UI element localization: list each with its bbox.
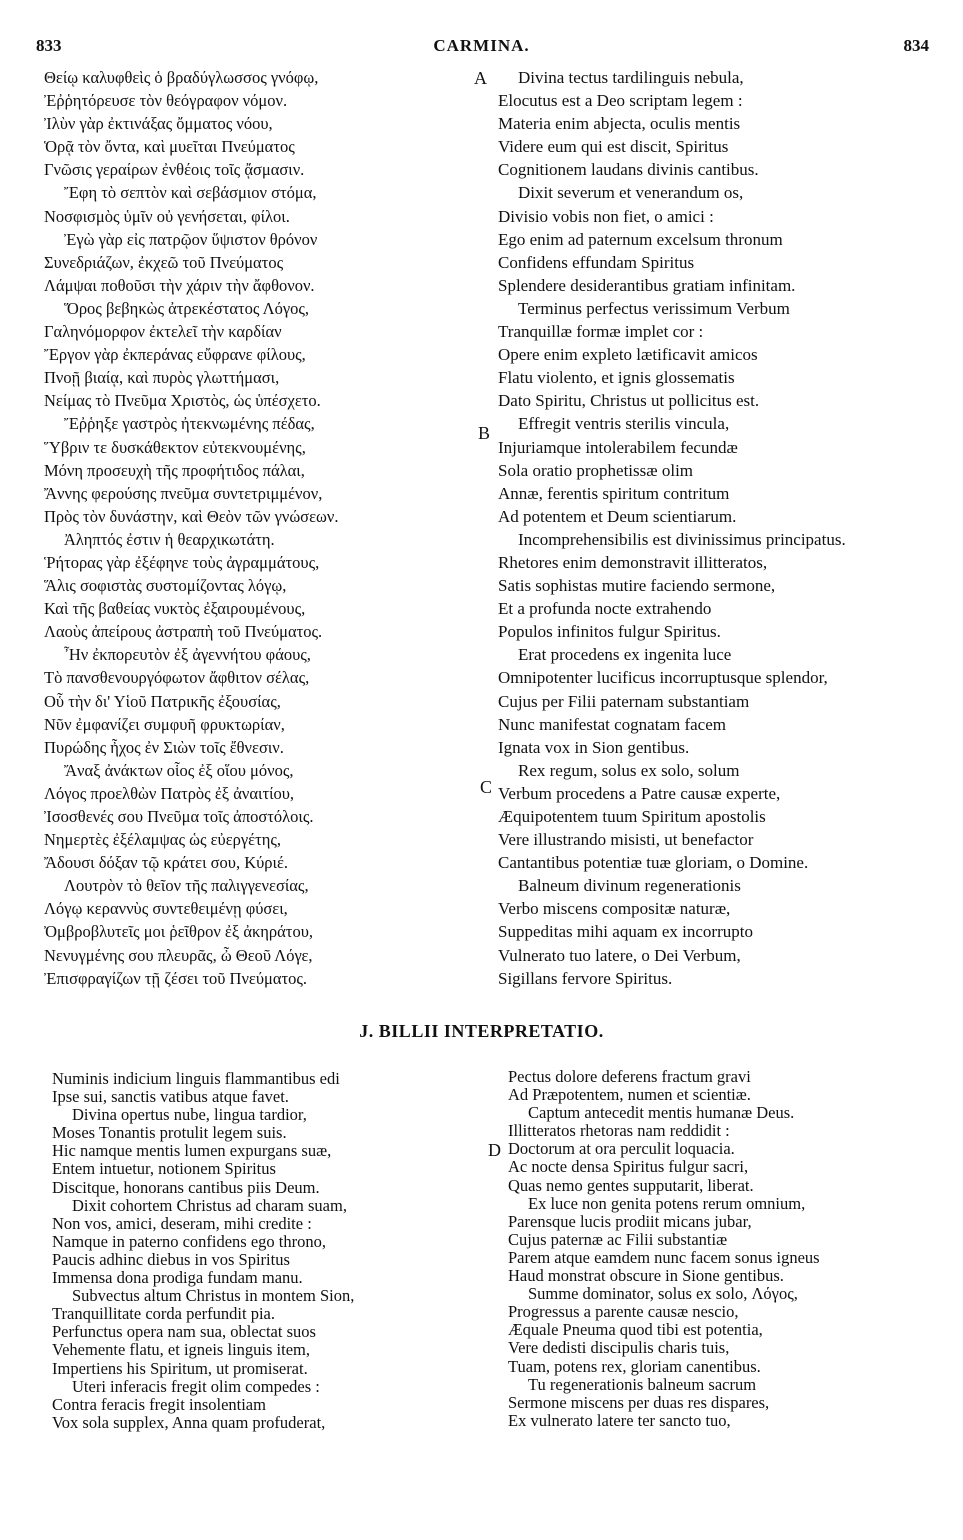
verse-line: Ἐγὼ γὰρ εἰς πατρῷον ὕψιστον θρόνον (64, 229, 318, 249)
verse-line: Ad Præpotentem, numen et scientiæ. (508, 1085, 751, 1105)
verse-line: Ἅλις σοφιστὰς συστομίζοντας λόγῳ, (44, 576, 287, 596)
margin-marker-c: C (480, 777, 493, 797)
verse-line: Λόγῳ κεραννὺς συντεθειμένῃ φύσει, (44, 899, 288, 919)
verse-line: Ἔργον γὰρ ἐκπεράνας εὔφρανε φίλους, (44, 345, 306, 365)
section-title: J. BILLII INTERPRETATIO. (359, 1021, 604, 1041)
verse-line: Tranquillæ formæ implet cor : (498, 322, 704, 342)
latin-translation-column (498, 66, 938, 990)
verse-line: Ἀληπτός ἐστιν ἡ θεαρχικωτάτη. (64, 529, 275, 549)
margin-marker-d: D (488, 1140, 501, 1160)
verse-line: Ἄδουσι δόξαν τῷ κράτει σου, Κύριέ. (44, 853, 289, 873)
verse-line: Illitteratos rhetoras nam reddidit : (508, 1121, 730, 1141)
verse-line: Γνῶσις γεραίρων ἐνθέοις τοῖς ᾄσμασιν. (44, 160, 305, 180)
margin-marker-b: B (478, 423, 491, 443)
verse-line: Erat procedens ex ingenita luce (518, 645, 732, 665)
verse-line: Sermone miscens per duas res dispares, (508, 1392, 770, 1412)
verse-line: Sola oratio prophetissæ olim (498, 460, 694, 480)
verse-line: Confidens effundam Spiritus (498, 252, 695, 272)
verse-line: Tranquillitate corda perfundit pia. (52, 1304, 275, 1324)
verse-line: Ὅρος βεβηκὼς ἀτρεκέστατος Λόγος, (64, 298, 310, 318)
verse-line: Divina opertus nube, lingua tardior, (72, 1105, 307, 1125)
verse-line: Λάμψαι ποθοῦσι τὴν χάριν τὴν ἄφθονον. (44, 275, 315, 295)
verse-line: Parensque lucis prodiit micans jubar, (508, 1211, 752, 1231)
margin-marker-a: A (474, 68, 487, 88)
verse-line: Elocutus est a Deo scriptam legem : (498, 91, 743, 111)
verse-line: Νενυγμένης σου πλευρᾶς, ὦ Θεοῦ Λόγε, (44, 945, 313, 965)
verse-line: Ἔφη τὸ σεπτὸν καὶ σεβάσμιον στόμα, (64, 183, 317, 203)
verse-line: Divina tectus tardilinguis nebula, (518, 68, 744, 87)
verse-line: Μόνη προσευχὴ τῆς προφήτιδος πάλαι, (44, 460, 305, 480)
billius-left-column (52, 1070, 472, 1432)
verse-line: Ῥήτορας γὰρ ἐξέφηνε τοὺς ἀγραμμάτους, (44, 552, 320, 572)
verse-line: Paucis adhinc diebus in vos Spiritus (52, 1249, 290, 1269)
greek-text-column (44, 66, 464, 990)
verse-line: Incomprehensibilis est divinissimus principatus. (518, 529, 846, 549)
verse-line: Quas nemo gentes supputarit, liberat. (508, 1175, 754, 1195)
verse-line: Opere enim expleto lætificavit amicos (498, 345, 758, 365)
verse-line: Cujus per Filii paternam substantiam (498, 691, 750, 711)
verse-line: Ἄναξ ἀνάκτων οἷος ἐξ οἵου μόνος, (64, 760, 294, 780)
verse-line: Parem atque eamdem nunc facem sonus igneus (508, 1247, 820, 1267)
verse-line: Ἐπισφραγίζων τῇ ζέσει τοῦ Πνεύματος. (44, 968, 308, 988)
verse-line: Numinis indicium linguis flammantibus edi (52, 1069, 340, 1088)
verse-line: Ὁρᾷ τὸν ὄντα, καὶ μυεῖται Πνεύματος (44, 137, 295, 157)
verse-line: Θείῳ καλυφθεὶς ὁ βραδύγλωσσος γνόφῳ, (44, 68, 319, 87)
verse-line: Captum antecedit mentis humanæ Deus. (528, 1103, 795, 1123)
verse-line: Ἔῤῥηξε γαστρὸς ἠτεκνωμένης πέδας, (64, 414, 315, 434)
verse-line: Dixit severum et venerandum os, (518, 183, 744, 203)
verse-line: Πνοῇ βιαίᾳ, καὶ πυρὸς γλωττήμασι, (44, 368, 280, 388)
verse-line: Vere dedisti discipulis charis tuis, (508, 1338, 730, 1358)
verse-line: Omnipotenter lucificus incorruptusque splendor, (498, 668, 828, 688)
verse-line: Divisio vobis non fiet, o amici : (498, 206, 714, 226)
verse-line: Γαληνόμορφον ἐκτελεῖ τὴν καρδίαν (44, 322, 282, 342)
verse-line: Τὸ πανσθενουργόφωτον ἄφθιτον σέλας, (44, 668, 310, 688)
verse-line: Ὕβριν τε δυσκάθεκτον εὐτεκνουμένης, (44, 437, 306, 457)
verse-line: Nunc manifestat cognatam facem (498, 714, 726, 734)
verse-line: Νοσφισμὸς ὑμῖν οὐ γενήσεται, φίλοι. (44, 206, 290, 226)
verse-line: Contra feracis fregit insolentiam (52, 1394, 266, 1414)
verse-line: Effregit ventris sterilis vincula, (518, 414, 730, 434)
verse-line: Vere illustrando misisti, ut benefactor (498, 830, 754, 850)
verse-line: Tu regenerationis balneum sacrum (528, 1374, 757, 1394)
verse-line: Suppeditas mihi aquam ex incorrupto (498, 922, 753, 942)
verse-line: Impertiens his Spiritum, ut promiserat. (52, 1358, 308, 1378)
verse-line: Annæ, ferentis spiritum contritum (498, 483, 730, 503)
verse-line: Doctorum at ora perculit loquacia. (508, 1139, 735, 1159)
verse-line: Ἦν ἐκπορευτὸν ἐξ ἀγεννήτου φάους, (64, 645, 311, 665)
verse-line: Πρὸς τὸν δυνάστην, καὶ Θεὸν τῶν γνώσεων. (44, 506, 339, 526)
verse-line: Balneum divinum regenerationis (518, 876, 741, 896)
verse-line: Ἄννης φερούσης πνεῦμα συντετριμμένον, (44, 483, 323, 503)
verse-line: Haud monstrat obscure in Sione gentibus. (508, 1266, 784, 1286)
verse-line: Vox sola supplex, Anna quam profuderat, (52, 1412, 326, 1432)
verse-line: Terminus perfectus verissimum Verbum (518, 298, 790, 318)
verse-line: Verbum procedens a Patre causæ experte, (498, 783, 781, 803)
verse-line: Πυρώδης ἦχος ἐν Σιὼν τοῖς ἔθνεσιν. (44, 737, 284, 757)
verse-line: Λουτρὸν τὸ θεῖον τῆς παλιγγενεσίας, (64, 876, 309, 896)
verse-line: Dato Spiritu, Christus ut pollicitus est. (498, 391, 760, 411)
verse-line: Satis sophistas mutire faciendo sermone, (498, 576, 776, 596)
verse-line: Νῦν ἐμφανίζει συμφυῆ φρυκτωρίαν, (44, 714, 285, 734)
verse-line: Immensa dona prodiga fundam manu. (52, 1268, 303, 1288)
verse-line: Ἐῤῥητόρευσε τὸν θεόγραφον νόμον. (44, 91, 288, 111)
verse-line: Rhetores enim demonstravit illitteratos, (498, 552, 768, 572)
verse-line: Æquipotentem tuum Spiritum apostolis (498, 807, 766, 826)
verse-line: Discitque, honorans cantibus piis Deum. (52, 1177, 320, 1197)
verse-line: Ignata vox in Sion gentibus. (498, 737, 690, 757)
verse-line: Συνεδριάζων, ἐκχεῶ τοῦ Πνεύματος (44, 252, 284, 272)
verse-line: Ἰσοσθενές σου Πνεῦμα τοῖς ἀποστόλοις. (44, 807, 314, 826)
verse-line: Et a profunda nocte extrahendo (498, 599, 712, 619)
verse-line: Perfunctus opera nam sua, oblectat suos (52, 1322, 316, 1342)
verse-line: Flatu violento, et ignis glossematis (498, 368, 735, 388)
verse-line: Videre eum qui est discit, Spiritus (498, 137, 729, 157)
verse-line: Ex luce non genita potens rerum omnium, (528, 1193, 806, 1213)
verse-line: Splendere desiderantibus gratiam infinitam. (498, 275, 796, 295)
page-number-left: 833 (36, 36, 62, 55)
verse-line: Namque in paterno confidens ego throno, (52, 1231, 327, 1251)
verse-line: Rex regum, solus ex solo, solum (518, 760, 740, 780)
verse-line: Moses Tonantis protulit legem suis. (52, 1123, 287, 1143)
verse-line: Νείμας τὸ Πνεῦμα Χριστὸς, ὡς ὑπέσχετο. (44, 391, 321, 411)
verse-line: Hic namque mentis lumen expurgans suæ, (52, 1141, 332, 1161)
verse-line: Æquale Pneuma quod tibi est potentia, (508, 1320, 763, 1340)
verse-line: Νημερτὲς ἐξέλαμψας ὡς εὐεργέτης, (44, 830, 282, 850)
verse-line: Sigillans fervore Spiritus. (498, 968, 673, 988)
verse-line: Ex vulnerato latere ter sancto tuo, (508, 1410, 731, 1430)
verse-line: Summe dominator, solus ex solo, Λόγος, (528, 1284, 798, 1304)
verse-line: Ὀμβροβλυτεῖς μοι ῥεῖθρον ἐξ ἀκηράτου, (44, 922, 313, 942)
verse-line: Ἰλὺν γὰρ ἐκτινάξας ὄμματος νόου, (44, 114, 273, 134)
running-title: CARMINA. (433, 36, 530, 55)
verse-line: Dixit cohortem Christus ad charam suam, (72, 1195, 347, 1215)
page-number-right: 834 (903, 36, 929, 55)
verse-line: Materia enim abjecta, oculis mentis (498, 114, 741, 134)
verse-line: Ac nocte densa Spiritus fulgur sacri, (508, 1157, 749, 1177)
verse-line: Ego enim ad paternum excelsum thronum (498, 229, 783, 249)
verse-line: Entem intuetur, notionem Spiritus (52, 1159, 276, 1179)
verse-line: Λόγος προελθὼν Πατρὸς ἐξ ἀναιτίου, (44, 783, 295, 803)
verse-line: Pectus dolore deferens fractum gravi (508, 1067, 751, 1086)
verse-line: Cantantibus potentiæ tuæ gloriam, o Domine. (498, 853, 809, 873)
verse-line: Injuriamque intolerabilem fecundæ (498, 437, 738, 457)
verse-line: Populos infinitos fulgur Spiritus. (498, 622, 721, 642)
billius-right-column (508, 1068, 948, 1430)
verse-line: Uteri inferacis fregit olim compedes : (72, 1376, 320, 1396)
verse-line: Cognitionem laudans divinis cantibus. (498, 160, 759, 180)
verse-line: Vulnerato tuo latere, o Dei Verbum, (498, 945, 741, 965)
verse-line: Καὶ τῆς βαθείας νυκτὸς ἐξαιρουμένους, (44, 599, 306, 619)
verse-line: Subvectus altum Christus in montem Sion, (72, 1286, 355, 1306)
verse-line: Progressus a parente causæ nescio, (508, 1302, 739, 1322)
verse-line: Οὗ τὴν δι' Υἱοῦ Πατρικῆς ἐξουσίας, (44, 691, 281, 711)
verse-line: Tuam, potens rex, gloriam canentibus. (508, 1356, 761, 1376)
verse-line: Cujus paternæ ac Filii substantiæ (508, 1229, 728, 1249)
verse-line: Vehemente flatu, et igneis linguis item, (52, 1340, 310, 1360)
verse-line: Ipse sui, sanctis vatibus atque favet. (52, 1087, 289, 1107)
verse-line: Non vos, amici, deseram, mihi credite : (52, 1213, 312, 1233)
verse-line: Ad potentem et Deum scientiarum. (498, 506, 737, 526)
verse-line: Λαοὺς ἀπείρους ἀστραπὴ τοῦ Πνεύματος. (44, 622, 323, 642)
verse-line: Verbo miscens compositæ naturæ, (498, 899, 731, 919)
